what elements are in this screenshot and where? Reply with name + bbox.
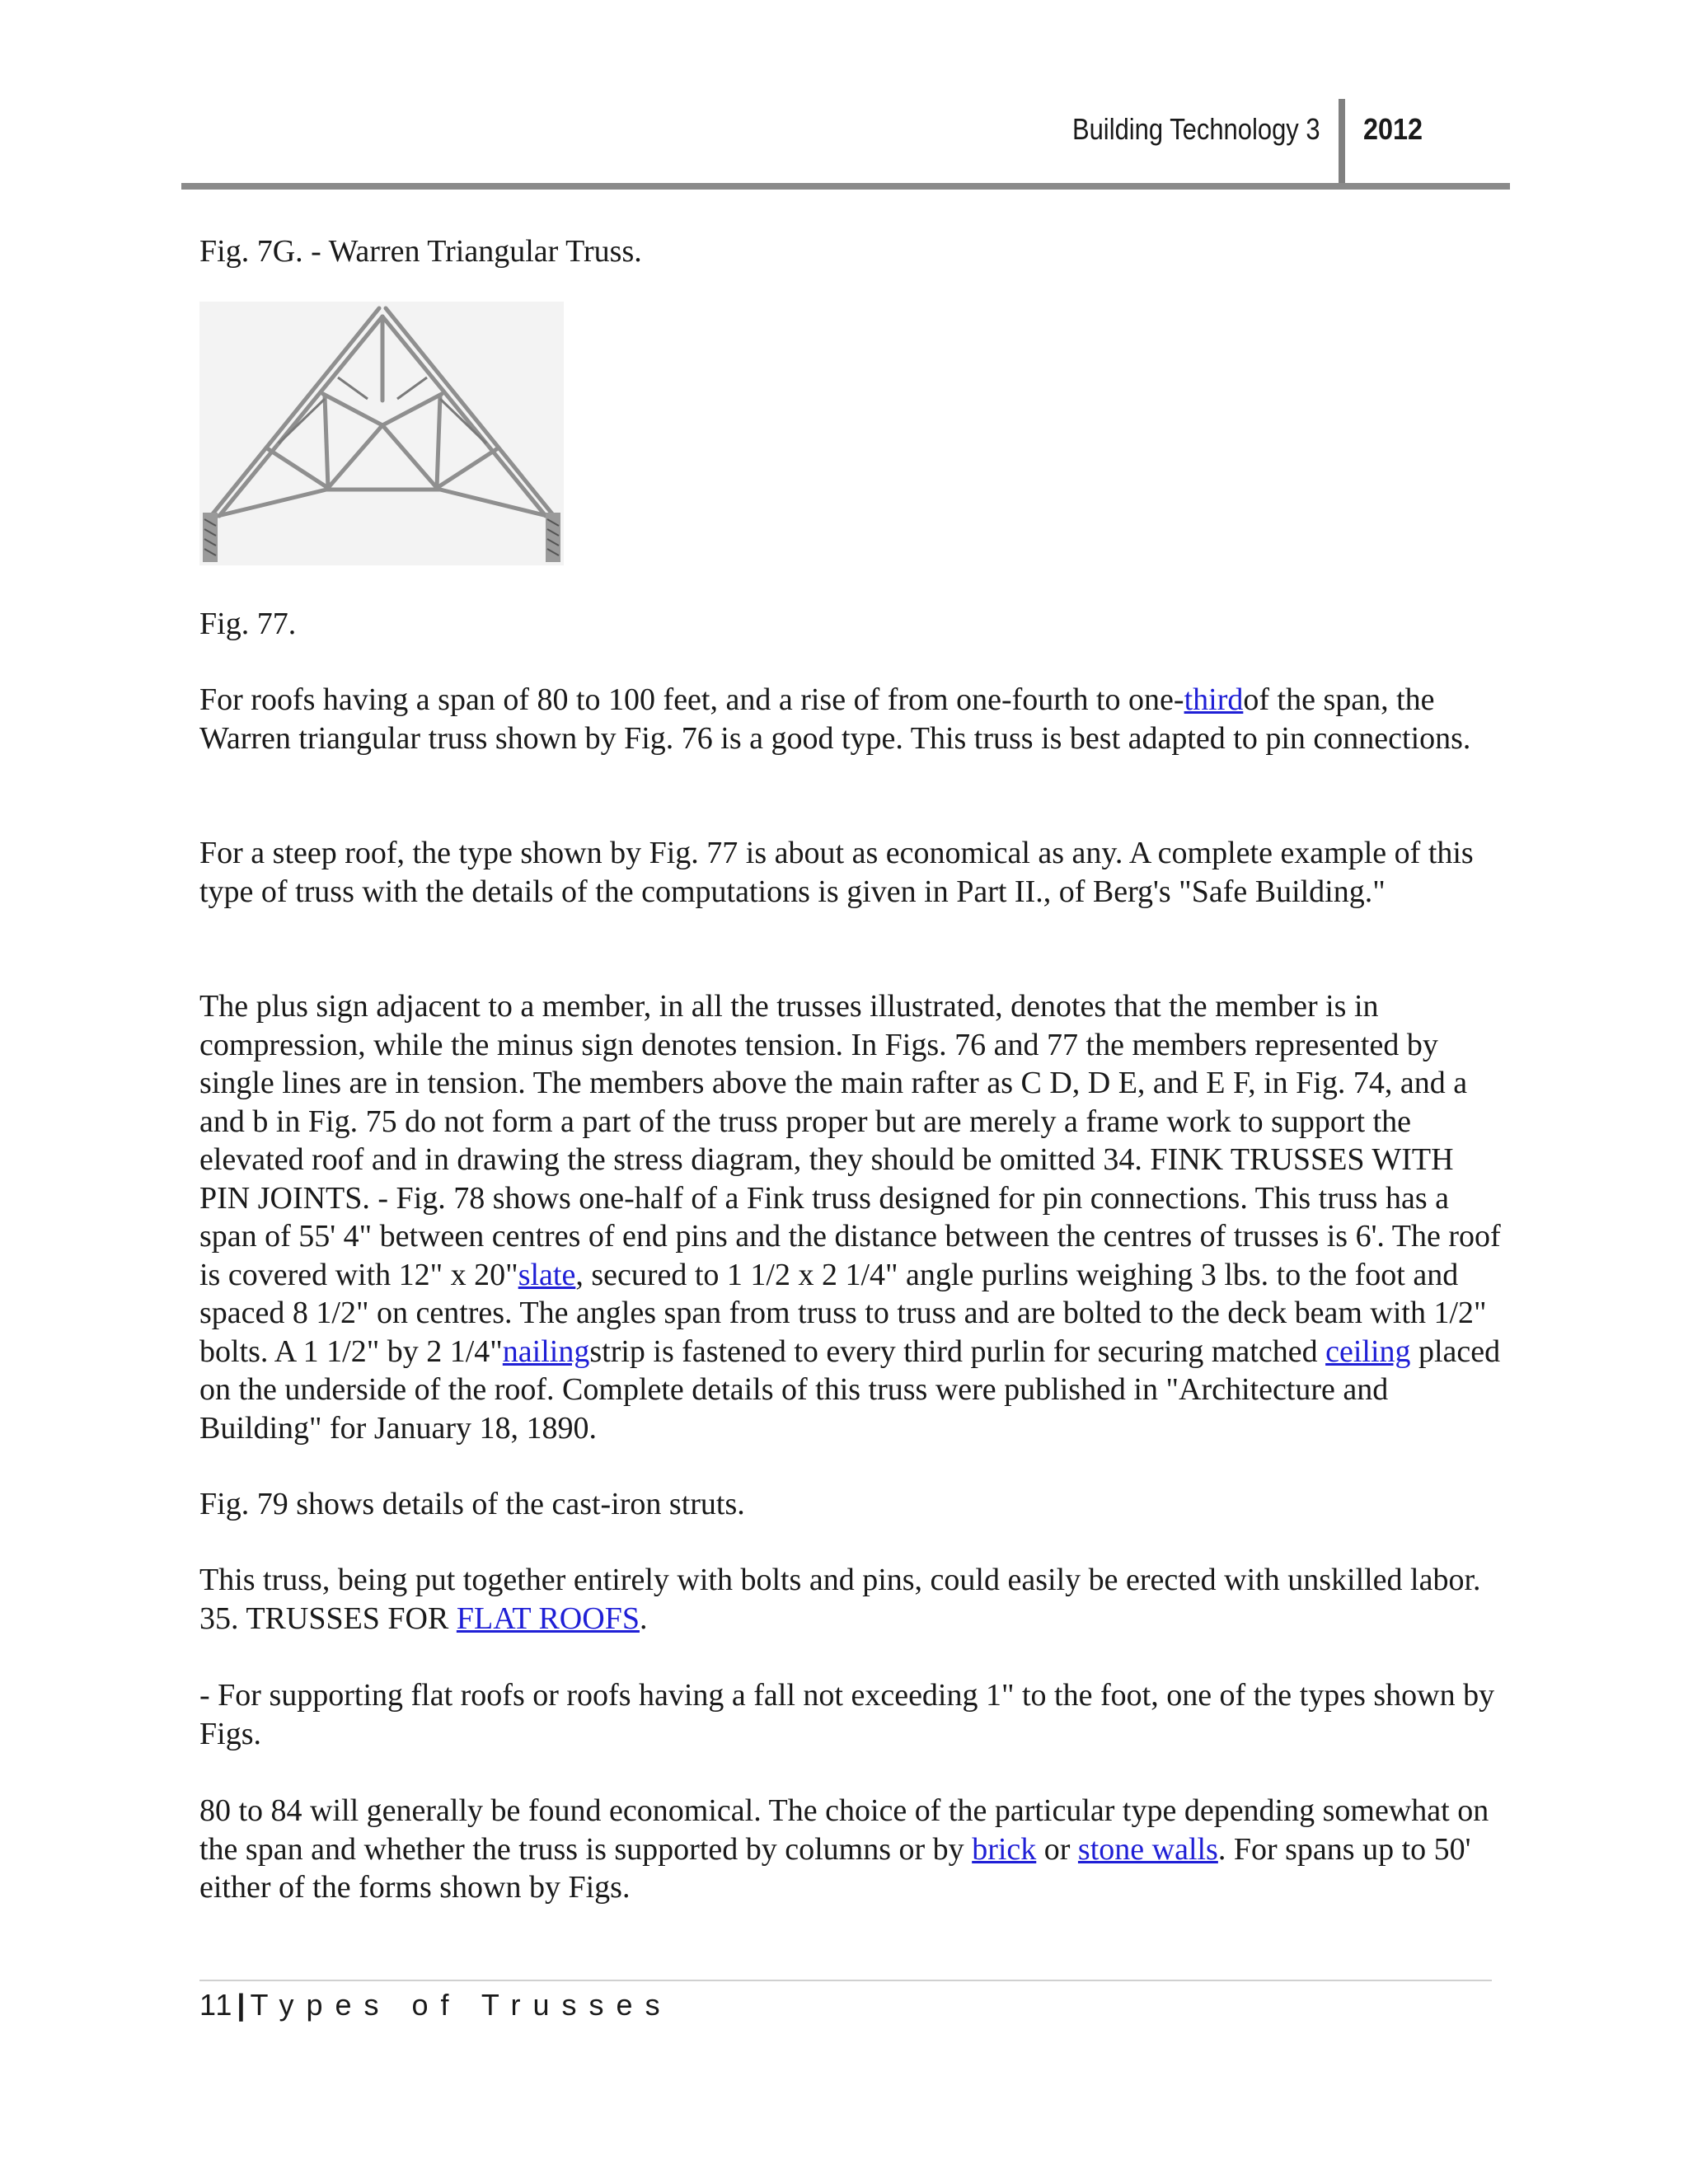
paragraph-economical-types (199, 1792, 1502, 1907)
page-number: 11 (199, 1988, 234, 2022)
text-run: The plus sign adjacent to a member, in all the trusses illustrated, denotes that the member is in compression, while the minus sign denotes tension. In Figs. 76 and 77 the members represented by single lines are in tension. The members above the main rafter as C D, D E, and E F, in Fig. 74, and a and b in Fig. 75 do not form a part of the truss proper but are merely a frame work to support the elevated roof and in drawing the stress diagram, they should be omitted 34. FINK TRUSSES WITH PIN JOINTS. - Fig. 78 shows one-half of a Fink truss designed for pin connections. This truss has a span of 55' 4" between centres of end pins and the distance between the centres of trusses is 6'. The roof is covered with 12" x 20" (199, 989, 1501, 1292)
text-run: For roofs having a span of 80 to 100 feet, and a rise of from one-fourth to one- (199, 682, 1184, 717)
paragraph-fink-trusses (199, 987, 1502, 1447)
paragraph-warren-truss (199, 681, 1502, 757)
link-ceiling[interactable]: ceiling (1325, 1333, 1411, 1369)
paragraph-flat-roofs (199, 1561, 1502, 1638)
figure-label: Fig. 77. (199, 607, 297, 641)
wall-support-right (546, 513, 560, 562)
link-flat-roofs[interactable]: FLAT ROOFS (456, 1601, 640, 1636)
header-title: Building Technology 3 (1072, 112, 1320, 146)
text-run: placed on the underside of the roof. Complete details of this truss were published in "Architecture and Building" for January 18, 1890. (199, 1333, 1501, 1446)
link-stone-walls[interactable]: stone walls (1077, 1831, 1218, 1867)
text-run: 80 to 84 will generally be found economical. The choice of the particular type depending somewhat on the span and whether the truss is supported by columns or by (199, 1793, 1489, 1867)
warren-truss-figure (199, 302, 564, 565)
text-run: This truss, being put together entirely with bolts and pins, could easily be erected with unskilled labor. 35. TRUSSES FOR (199, 1563, 1481, 1636)
text-run: of the span, the Warren triangular truss shown by Fig. 76 is a good type. This truss is best adapted to pin connections. (199, 682, 1471, 756)
header-year: 2012 (1363, 112, 1423, 146)
text-run: , secured to 1 1/2 x 2 1/4" angle purlins weighing 3 lbs. to the foot and spaced 8 1/2" on centres. The angles span from truss to truss and are bolted to the deck beam with 1/2" bolts. A 1 1/2" by 2 1/4" (199, 1257, 1487, 1369)
text-run: or (1036, 1831, 1078, 1867)
link-slate[interactable]: slate (518, 1257, 576, 1292)
text-run: . (639, 1601, 648, 1636)
footer-rule (199, 1980, 1492, 1981)
link-nailing[interactable]: nailing (502, 1333, 590, 1369)
link-brick[interactable]: brick (972, 1831, 1037, 1867)
paragraph-cast-iron-struts: Fig. 79 shows details of the cast-iron struts. (199, 1487, 745, 1521)
header-rule (181, 183, 1510, 190)
text-run: . For spans up to 50' either of the forms shown by Figs. (199, 1831, 1471, 1905)
wall-support-left (203, 513, 218, 562)
paragraph-flat-roof-types: - For supporting flat roofs or roofs having a fall not exceeding 1" to the foot, one of the types shown by Figs. (199, 1678, 1495, 1751)
link-third[interactable]: third (1184, 682, 1244, 717)
figure-caption: Fig. 7G. - Warren Triangular Truss. (199, 234, 642, 269)
text-run: strip is fastened to every third purlin for securing matched (589, 1333, 1326, 1369)
header-divider (1339, 99, 1345, 186)
footer-section-title: Types of Trusses (250, 1988, 673, 2022)
footer-separator: | (237, 1988, 246, 2022)
page-footer (199, 1988, 673, 2022)
paragraph-steep-roof: For a steep roof, the type shown by Fig. 77 is about as economical as any. A complete example of this type of truss with the details of the computations is given in Part II., of Berg's "Safe Building." (199, 836, 1474, 909)
